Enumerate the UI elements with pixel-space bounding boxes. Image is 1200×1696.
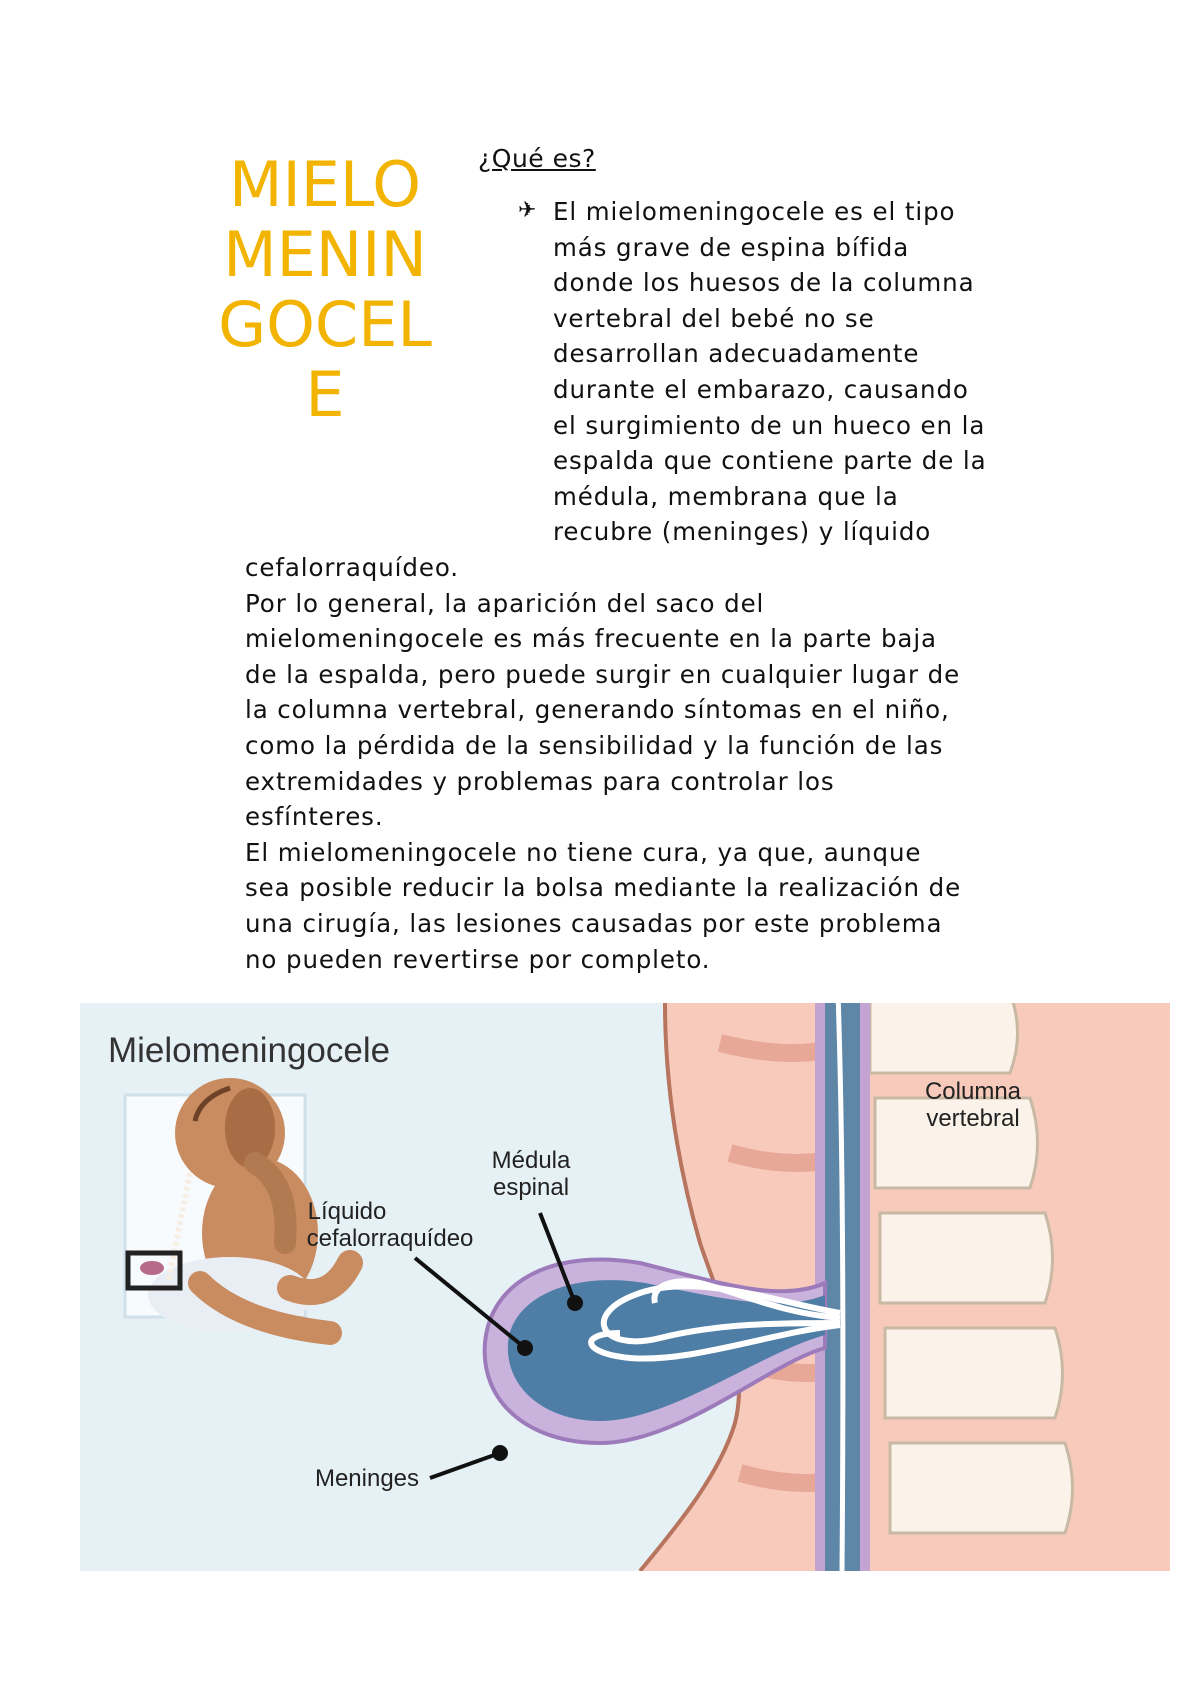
- text-line: durante el embarazo, causando: [553, 374, 969, 404]
- illustration-svg: [80, 1003, 1170, 1571]
- text-line: no pueden revertirse por completo.: [245, 944, 711, 974]
- text-line: cefalorraquídeo.: [245, 553, 459, 582]
- question-heading: ¿Qué es?: [478, 144, 596, 173]
- text-line: médula, membrana que la: [553, 481, 899, 511]
- text-line: vertebral del bebé no se: [553, 303, 875, 333]
- text-line: la columna vertebral, generando síntomas en el niño,: [245, 695, 950, 725]
- page-title: [180, 150, 470, 430]
- text-line: esfínteres.: [245, 802, 384, 832]
- text-line: como la pérdida de la sensibilidad y la función de las: [245, 730, 944, 760]
- label-liquido-line1: Líquido: [307, 1198, 387, 1225]
- text-line: El mielomeningocele no tiene cura, ya que, aunque: [245, 837, 922, 867]
- title-line: MIELO: [228, 148, 422, 221]
- label-medula-line2: espinal: [492, 1174, 570, 1201]
- label-columna-line1: Columna: [924, 1078, 1022, 1105]
- title-line: GOCEL: [218, 288, 432, 361]
- body-paragraph: [245, 550, 961, 977]
- text-line: mielomeningocele es más frecuente en la parte baja: [245, 624, 937, 654]
- text-line: el surgimiento de un hueco en la: [553, 410, 986, 440]
- label-medula-line1: Médula: [491, 1147, 571, 1174]
- text-line: sea posible reducir la bolsa mediante la realización de: [245, 873, 962, 903]
- airplane-icon: ✈: [518, 198, 537, 223]
- text-line: donde los huesos de la columna: [553, 268, 975, 298]
- text-line: El mielomeningocele es el tipo: [553, 197, 956, 226]
- illustration-title: Mielomeningocele: [108, 1031, 391, 1070]
- bullet-paragraph: [553, 194, 987, 550]
- label-liquido-line2: cefalorraquídeo: [306, 1225, 474, 1252]
- text-line: extremidades y problemas para controlar los: [245, 766, 835, 796]
- text-line: Por lo general, la aparición del saco del: [245, 588, 765, 618]
- text-line: de la espalda, pero puede surgir en cualquier lugar de: [245, 659, 961, 689]
- text-line: una cirugía, las lesiones causadas por este problema: [245, 908, 943, 938]
- label-meninges: Meninges: [314, 1465, 420, 1492]
- text-line: espalda que contiene parte de la: [553, 446, 987, 476]
- title-line: E: [305, 358, 345, 431]
- text-line: recubre (meninges) y líquido: [553, 517, 932, 547]
- text-line: más grave de espina bífida: [553, 232, 910, 262]
- label-columna-line2: vertebral: [926, 1105, 1020, 1132]
- title-line: MENIN: [223, 218, 427, 291]
- text-line: desarrollan adecuadamente: [553, 339, 920, 369]
- mielomeningocele-illustration: [80, 1003, 1170, 1571]
